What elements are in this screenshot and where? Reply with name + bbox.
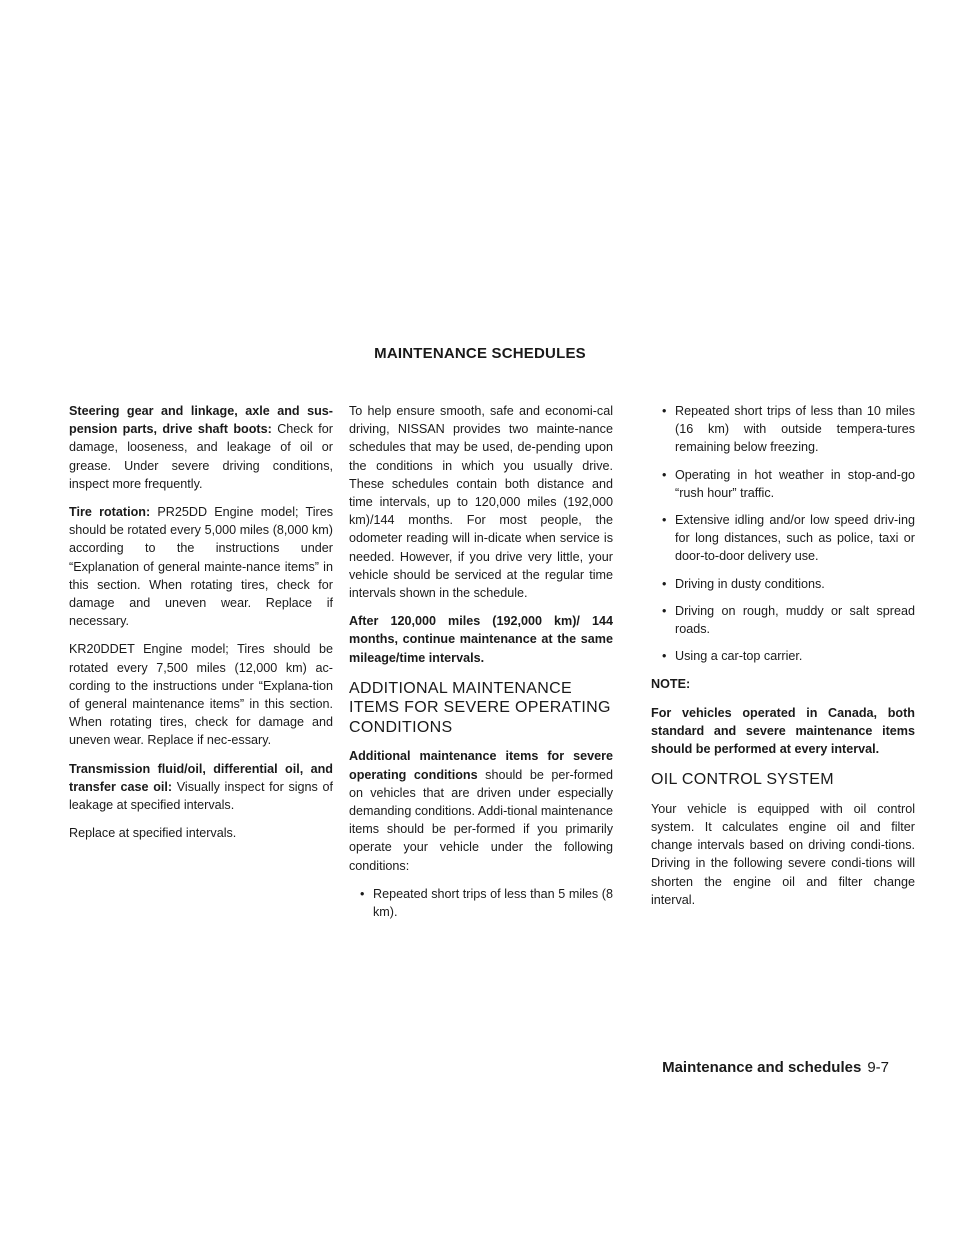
paragraph-intro: To help ensure smooth, safe and economi-cal driving, NISSAN provides two mainte-nance schedules that may be used, de-pending upon the conditions in which you usually drive. These schedules contain both distance and time intervals, up to 120,000 miles (192,000 km)/144 months. For most people, the odometer reading will in-dicate when service is needed. However, if you drive very little, your vehicle should be serviced at the regular time intervals shown in the schedule. [349,404,613,601]
bullet-list-1 [349,885,613,921]
bullet-icon: • [662,649,667,664]
bullet-icon: • [662,513,667,528]
page-footer [662,1059,889,1076]
desc-transmission: Visually inspect for signs of leakage at specified intervals. [69,779,333,813]
term-transmission: Transmission fluid/oil, differential oil, and transfer case oil: [69,761,333,794]
desc-steering: Check for damage, looseness, and leakage of oil or grease. Under severe driving conditions, inspect more frequently. [69,422,333,491]
paragraph-steering [69,402,333,493]
page-number: 9-7 [867,1059,889,1076]
paragraph-severe-conditions [349,747,613,874]
list-item-text: Extensive idling and/or low speed driv-ing for long distances, such as police, taxi or door-to-door delivery use. [675,513,915,564]
list-item [651,575,915,593]
note-label: NOTE: [651,677,691,692]
paragraph-oil-control: Your vehicle is equipped with oil control system. It calculates engine oil and filter change intervals based on driving condi-tions. Driving in the following severe condi-tions will shorten the engine oil and filter change interval. [651,801,915,907]
paragraph-replace: Replace at specified intervals. [69,826,237,841]
list-item-text: Driving in dusty conditions. [675,576,825,591]
list-item-text: Repeated short trips of less than 5 miles (8 km). [373,886,613,919]
list-item [651,511,915,566]
bullet-icon: • [662,467,667,482]
list-item [651,602,915,638]
paragraph-tire-rotation [69,503,333,630]
desc-tire-rotation: PR25DD Engine model; Tires should be rotated every 5,000 miles (8,000 km) according to the instructions under “Explanation of general mainte-nance items” in this section. When rotating tires, check for damage and uneven wear. Replace if necessary. [69,505,333,629]
heading-additional-maintenance: ADDITIONAL MAINTENANCE ITEMS FOR SEVERE OPERATING CONDITIONS [349,679,611,736]
list-item [651,402,915,457]
list-item-text: Using a car-top carrier. [675,649,803,664]
paragraph-kr20ddet: KR20DDET Engine model; Tires should be rotated every 7,500 miles (12,000 km) ac-cording to the instructions under “Explana-tion of general maintenance items” in this section. When rotating tires, check for damage and uneven wear. Replace if nec-essary. [69,642,333,748]
paragraph-transmission [69,760,333,815]
bullet-icon: • [662,404,667,418]
section-title: MAINTENANCE SCHEDULES [374,345,586,362]
bullet-icon: • [662,576,667,591]
note-text: For vehicles operated in Canada, both standard and severe maintenance items should be performed at every interval. [651,705,915,757]
bullet-icon: • [662,603,667,618]
list-item-text: Repeated short trips of less than 10 miles (16 km) with outside tempera-tures remaining below freezing. [675,404,915,455]
list-item [651,647,915,665]
heading-oil-control: OIL CONTROL SYSTEM [651,771,834,789]
bullet-icon: • [360,886,365,901]
term-severe-conditions: Additional maintenance items for severe operating conditions [349,749,613,782]
desc-severe-conditions: should be per-formed on vehicles that are driven under especially demanding conditions. Addi-tional maintenance items should be per-formed if you primarily operate your vehicle under the following conditions: [349,767,613,873]
term-steering: Steering gear and linkage, axle and sus-pension parts, drive shaft boots: [69,404,333,437]
list-item-text: Driving on rough, muddy or salt spread roads. [675,603,915,637]
column-1 [69,402,333,852]
paragraph-after-120000: After 120,000 miles (192,000 km)/ 144 months, continue maintenance at the same mileage/time intervals. [349,614,613,665]
list-item [349,885,613,921]
chapter-title: Maintenance and schedules [662,1059,862,1076]
list-item-text: Operating in hot weather in stop-and-go “rush hour” traffic. [675,467,915,500]
column-3 [651,402,915,919]
term-tire-rotation: Tire rotation: [69,505,151,520]
list-item [651,466,915,502]
column-2 [349,402,613,931]
bullet-list-2 [651,402,915,665]
